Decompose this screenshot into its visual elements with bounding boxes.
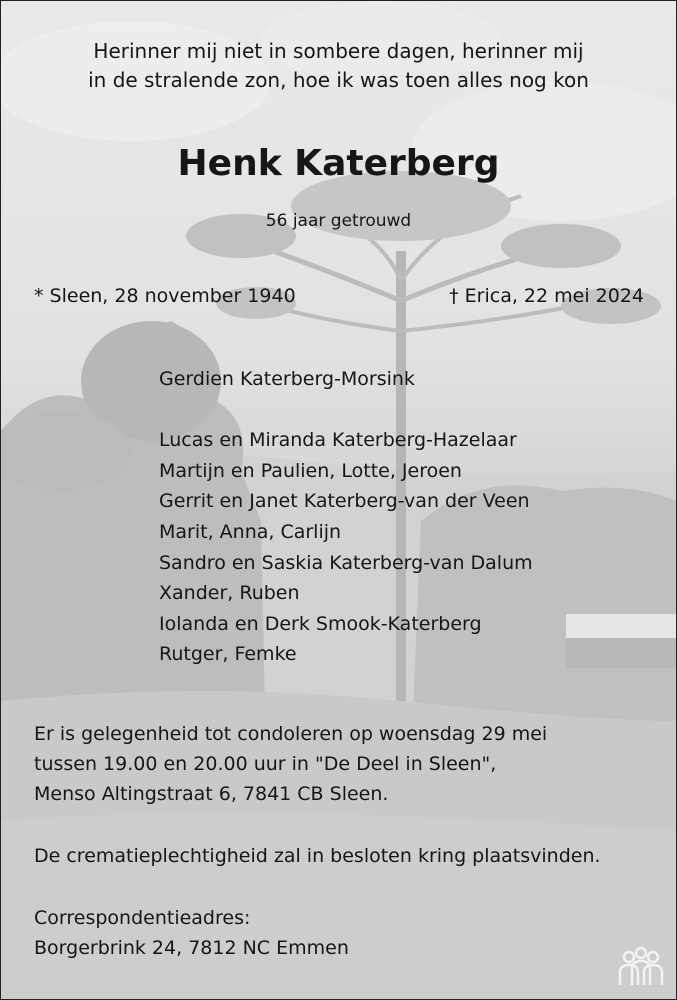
- condolence-line: tussen 19.00 en 20.00 uur in "De Deel in Sleen",: [34, 753, 497, 775]
- family-figures-icon: [615, 945, 667, 989]
- family-member: Lucas en Miranda Katerberg-Hazelaar: [159, 429, 517, 452]
- memorial-poem: [1, 37, 676, 95]
- family-member: Marit, Anna, Carlijn: [159, 520, 342, 543]
- address-line: Borgerbrink 24, 7812 NC Emmen: [34, 937, 349, 959]
- family-member: Gerdien Katerberg-Morsink: [159, 368, 415, 390]
- family-list: [159, 364, 533, 670]
- family-member: Iolanda en Derk Smook-Katerberg: [159, 612, 482, 635]
- poem-line: Herinner mij niet in sombere dagen, herinner mij: [93, 39, 584, 63]
- correspondence-address: [34, 903, 349, 963]
- family-spacer: [159, 395, 533, 426]
- condolence-info: [34, 719, 547, 809]
- family-member: Gerrit en Janet Katerberg-van der Veen: [159, 490, 530, 513]
- address-label: Correspondentieadres:: [34, 907, 251, 929]
- poem-line: in de stralende zon, hoe ik was toen alles nog kon: [88, 68, 589, 92]
- birth-info: * Sleen, 28 november 1940: [34, 285, 296, 307]
- family-member: Sandro en Saskia Katerberg-van Dalum: [159, 551, 533, 574]
- deceased-name: Henk Katerberg: [177, 143, 500, 184]
- condolence-line: Menso Altingstraat 6, 7841 CB Sleen.: [34, 783, 389, 805]
- family-member: Xander, Ruben: [159, 582, 300, 605]
- condolence-line: Er is gelegenheid tot condoleren op woensdag 29 mei: [34, 723, 548, 745]
- married-years: 56 jaar getrouwd: [265, 211, 412, 231]
- family-member: Rutger, Femke: [159, 643, 297, 666]
- death-info: † Erica, 22 mei 2024: [449, 285, 644, 307]
- family-member: Martijn en Paulien, Lotte, Jeroen: [159, 459, 462, 482]
- cremation-note: De crematieplechtigheid zal in besloten kring plaatsvinden.: [34, 845, 601, 867]
